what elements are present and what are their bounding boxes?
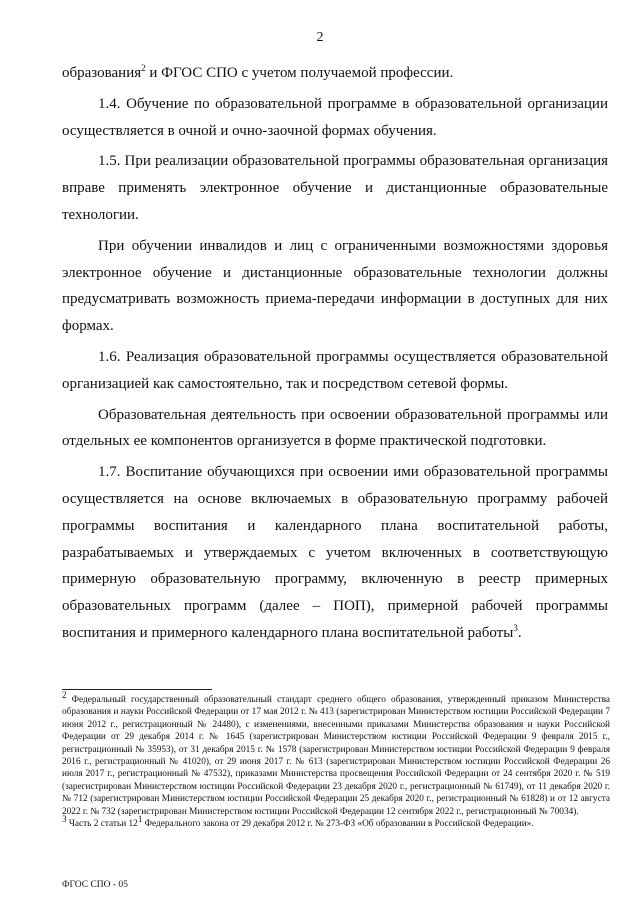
- paragraph-text: и ФГОС СПО с учетом получаемой профессии.: [145, 65, 454, 81]
- paragraph-1-4: 1.4. Обучение по образовательной программе в образовательной организации осуществляется в очной и очно-заочной формах обучения.: [62, 95, 608, 139]
- footnote-3: [62, 813, 610, 830]
- footnote-ref-3[interactable]: 3: [513, 622, 518, 633]
- footnote-mark: 2: [62, 689, 67, 700]
- page-number: 2: [316, 30, 324, 45]
- paragraph-practical-training: Образовательная деятельность при освоении образовательной программы или отдельных ее компонентов организуется в форме практической подготовки.: [62, 406, 608, 450]
- paragraph-text: 1.7. Воспитание обучающихся при освоении ими образовательной программы осуществляется на основе включаемых в образовательную программу рабочей программы воспитания и календарного плана воспитательной работы, разрабатываемых и утверждаемых с учетом включенных в соответствующую примерную образовательную программу, включенную в реестр примерных образовательных программ (далее – ПОП), примерной рабочей программы воспитания и примерного календарного плана воспитательной работы: [62, 464, 608, 641]
- paragraph-1-5: 1.5. При реализации образовательной программы образовательная организация вправе применять электронное обучение и дистанционные образовательные технологии.: [62, 153, 608, 223]
- paragraph-1-7: [62, 459, 608, 647]
- body-text: [62, 60, 608, 647]
- footnote-2: [62, 689, 610, 818]
- footnote-separator: [62, 689, 212, 690]
- paragraph-disabilities: При обучении инвалидов и лиц с ограниченными возможностями здоровья электронное обучение и дистанционные образовательные технологии должны предусматривать возможность приема-передачи информации в доступных для них формах.: [62, 237, 608, 335]
- footnotes: [62, 689, 610, 830]
- paragraph-text: образования: [62, 65, 142, 81]
- paragraph-text: .: [517, 624, 522, 641]
- footnote-superscript: 1: [137, 813, 143, 824]
- paragraph-continuation: [62, 60, 608, 87]
- footnote-text: Федеральный государственный образовательный стандарт среднего общего образования, утвержденный приказом Министерства образования и науки Российской Федерации от 17 мая 2012 г. № 413 (зарегистрирован Министерством юстиции Российской Федерации 7 июня 2012 г., регистрационный № 24480), с изменениями, внесенными приказами Министерства образования и науки Российской Федерации от 29 декабря 2014 г. № 1645 (зарегистрирован Министерством юстиции Российской Федерации 9 февраля 2015 г., регистрационный № 35953), от 31 декабря 2015 г. № 1578 (зарегистрирован Министерством юстиции Российской Федерации 9 февраля 2016 г., регистрационный № 41020), от 29 июня 2017 г. № 613 (зарегистрирован Министерством юстиции Российской Федерации 26 июля 2017 г., регистрационный № 47532), приказами Министерства просвещения Российской Федерации от 24 сентября 2020 г. № 519 (зарегистрирован Министерством юстиции Российской Федерации 23 декабря 2020 г., регистрационный № 61749), от 11 декабря 2020 г. № 712 (зарегистрирован Министерством юстиции Российской Федерации 25 декабря 2020 г., регистрационный № 61828) и от 12 августа 2022 г. № 732 (зарегистрирован Министерством юстиции Российской Федерации 12 сентября 2022 г., регистрационный № 70034).: [62, 695, 610, 817]
- paragraph-1-6: 1.6. Реализация образовательной программы осуществляется образовательной организацией как самостоятельно, так и посредством сетевой формы.: [62, 348, 608, 392]
- footnote-ref-2[interactable]: 2: [141, 63, 146, 73]
- footnote-text: Федерального закона от 29 декабря 2012 г. № 273-ФЗ «Об образовании в Российской Федерации».: [142, 819, 534, 830]
- footer-code: ФГОС СПО - 05: [62, 880, 128, 890]
- footnote-text: Часть 2 статьи 12: [66, 819, 138, 830]
- footnote-mark: 3: [62, 813, 67, 824]
